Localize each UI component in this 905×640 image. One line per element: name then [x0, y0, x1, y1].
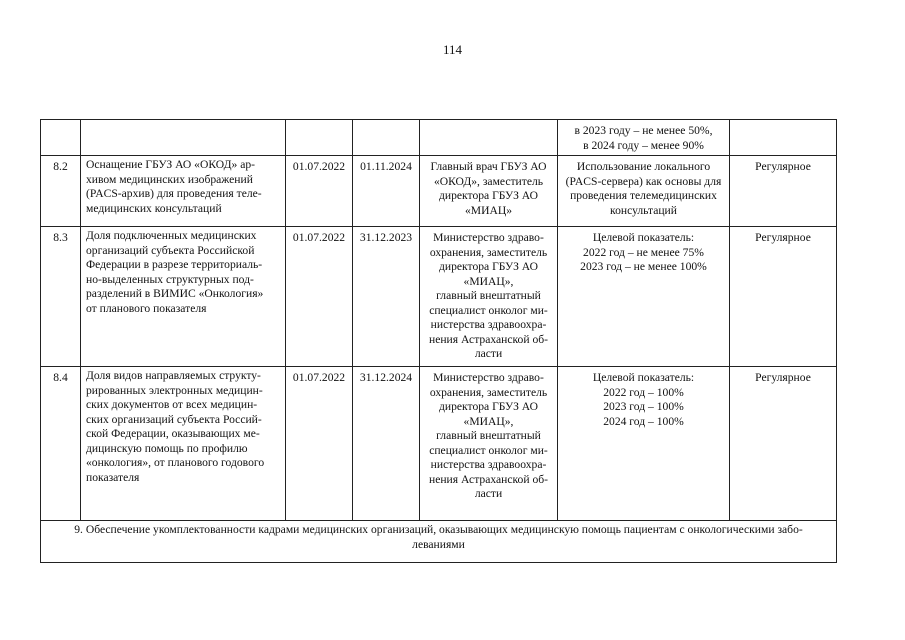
- cell-type: [730, 120, 837, 156]
- table-row: [41, 156, 837, 227]
- row-number: 8.2: [41, 156, 81, 227]
- result: Целевой показатель: 2022 год – 100% 2023 год – 100% 2024 год – 100%: [558, 367, 730, 521]
- event-type: Регулярное: [730, 227, 837, 367]
- event-type: Регулярное: [730, 156, 837, 227]
- cell-end: [353, 120, 420, 156]
- table-row-continued: [41, 120, 837, 156]
- responsible: Главный врач ГБУЗ АО «ОКОД», заместитель директора ГБУЗ АО «МИАЦ»: [420, 156, 558, 227]
- section-heading: 9. Обеспечение укомплектованности кадрами медицинских организаций, оказывающих медицинскую помощь пациентам с онкологическими забо- леваниями: [41, 521, 837, 563]
- result: Целевой показатель: 2022 год – не менее 75% 2023 год – не менее 100%: [558, 227, 730, 367]
- event-name: Доля видов направляемых структу- рированных электронных медицин- ских документов от всех медицин- ских организаций субъекта Россий- ской Федерации, оказывающих ме- дицинскую помощь по профилю «онкология», от планового годового показателя: [81, 367, 286, 521]
- event-name: Оснащение ГБУЗ АО «ОКОД» ар- хивом медицинских изображений (PACS-архив) для проведения теле- медицинских консультаций: [81, 156, 286, 227]
- page-number: 114: [442, 42, 463, 57]
- section-heading-row: [41, 521, 837, 563]
- cell-start: [286, 120, 353, 156]
- cell-name: [81, 120, 286, 156]
- cell-result: [558, 120, 730, 156]
- event-name: Доля подключенных медицинских организаций субъекта Российской Федерации в разрезе территориаль- но-выделенных структурных под- разделений в ВИМИС «Онкология» от планового показателя: [81, 227, 286, 367]
- start-date: 01.07.2022: [286, 367, 353, 521]
- plan-table: [40, 119, 837, 563]
- responsible: Министерство здраво- охранения, заместитель директора ГБУЗ АО «МИАЦ», главный внештатный специалист онколог ми- нистерства здравоохра- нения Астраханской об- ласти: [420, 367, 558, 521]
- event-type: Регулярное: [730, 367, 837, 521]
- end-date: 31.12.2023: [353, 227, 420, 367]
- result-line: в 2023 году – не менее 50%,: [574, 124, 713, 137]
- result: Использование локального (PACS-сервера) как основы для проведения телемедицинских консультаций: [558, 156, 730, 227]
- row-number: 8.3: [41, 227, 81, 367]
- result-line: в 2024 году – менее 90%: [583, 138, 704, 152]
- row-number: 8.4: [41, 367, 81, 521]
- table-row: [41, 367, 837, 521]
- end-date: 31.12.2024: [353, 367, 420, 521]
- cell-num: [41, 120, 81, 156]
- table-row: [41, 227, 837, 367]
- responsible: Министерство здраво- охранения, заместитель директора ГБУЗ АО «МИАЦ», главный внештатный специалист онколог ми- нистерства здравоохра- нения Астраханской об- ласти: [420, 227, 558, 367]
- start-date: 01.07.2022: [286, 227, 353, 367]
- end-date: 01.11.2024: [353, 156, 420, 227]
- cell-responsible: [420, 120, 558, 156]
- start-date: 01.07.2022: [286, 156, 353, 227]
